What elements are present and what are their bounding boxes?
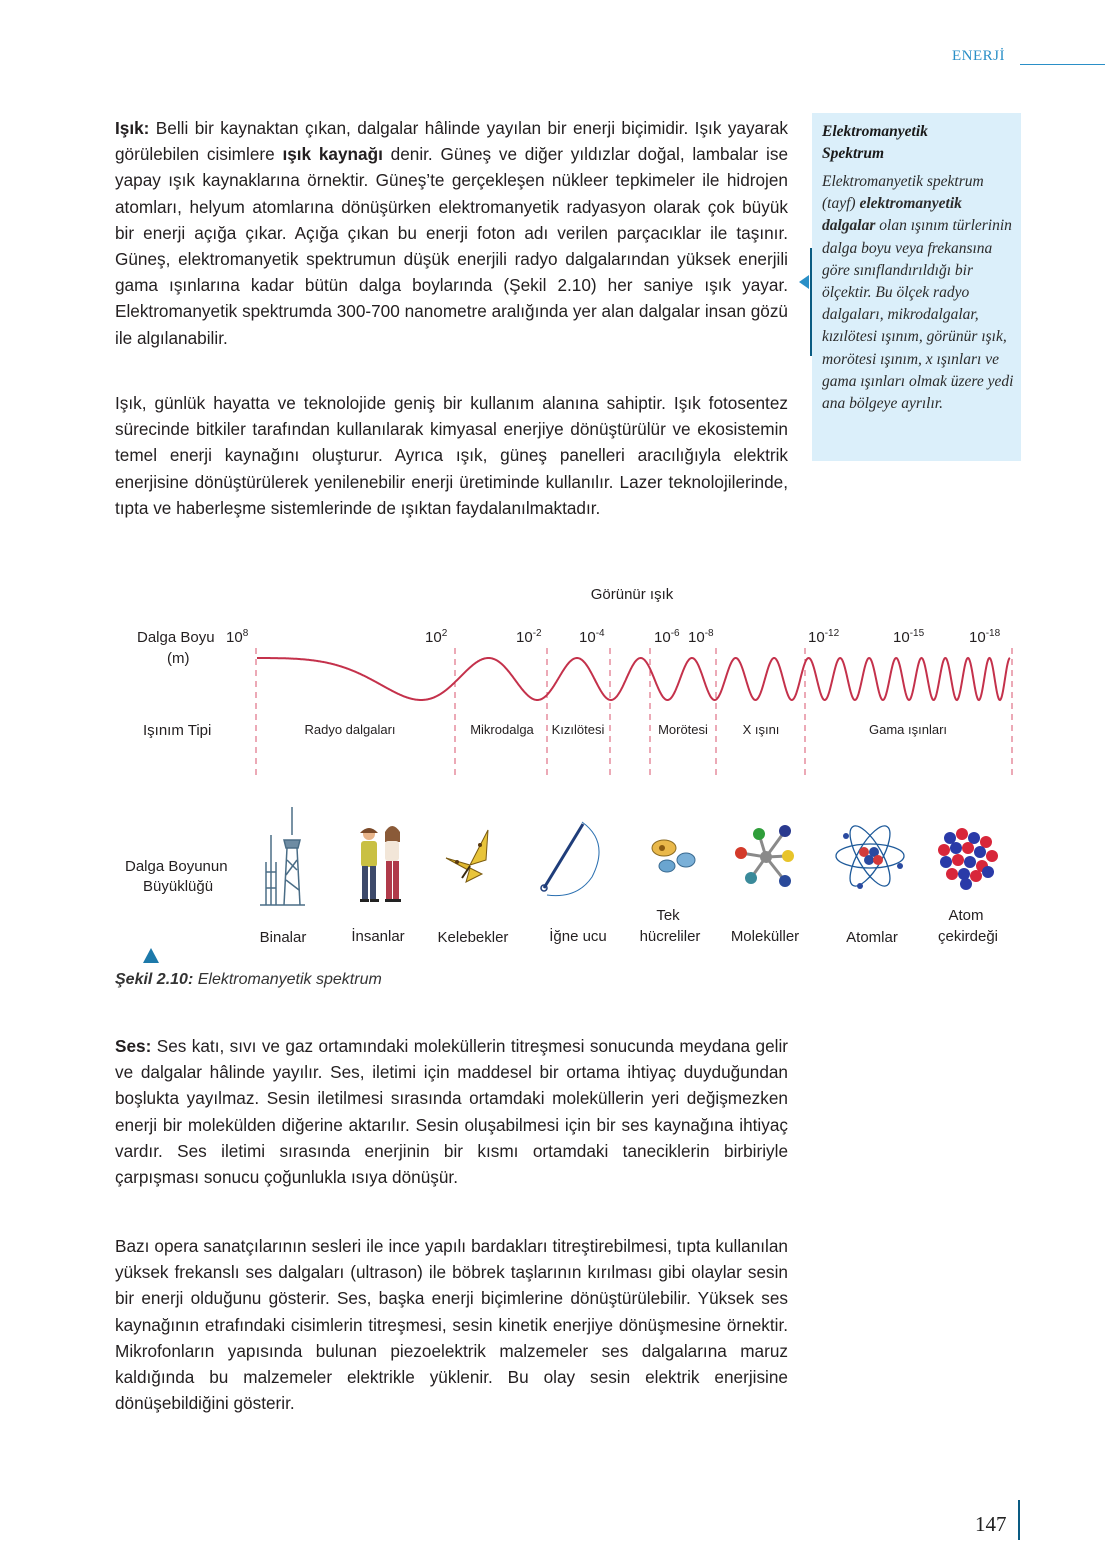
- scale-label: [654, 628, 680, 646]
- building-icon: [260, 807, 305, 905]
- scale-base: 10: [425, 629, 442, 646]
- example-label-nucleus-2: çekirdeği: [937, 928, 999, 945]
- example-label-buildings: Binalar: [259, 929, 307, 946]
- example-label-atoms: Atomlar: [846, 929, 898, 946]
- example-label-cells-1: Tek: [656, 907, 680, 924]
- figure-caption-text: Elektromanyetik spektrum: [193, 971, 382, 988]
- scale-exp: -15: [909, 628, 925, 639]
- people-icon: [360, 826, 401, 902]
- example-label-nucleus-1: Atom: [948, 907, 984, 924]
- scale-base: 10: [893, 629, 910, 646]
- scale-exp: -12: [824, 628, 840, 639]
- region-label-ultraviolet: Morötesi: [658, 722, 708, 737]
- spectrum-wave: [257, 658, 1010, 700]
- sidebar-title-line2: Spektrum: [822, 145, 885, 162]
- radiation-type-label: Işınım Tipi: [143, 722, 212, 739]
- figure-caption-label: Şekil 2.10:: [115, 971, 194, 988]
- size-label-2: Büyüklüğü: [143, 878, 214, 895]
- light-term: Işık:: [115, 118, 150, 138]
- page-number: 147: [975, 1512, 1007, 1536]
- svg-text:108: [226, 628, 249, 646]
- wavelength-label: Dalga Boyu: [137, 629, 215, 646]
- scale-exp: -18: [985, 628, 1001, 639]
- butterfly-icon: [446, 830, 488, 882]
- example-label-needle: İğne ucu: [549, 928, 607, 945]
- scale-exp: -6: [670, 628, 680, 639]
- size-label-1: Dalga Boyunun: [125, 858, 228, 875]
- figure-caption: [115, 971, 382, 989]
- sidebar-title-line1: Elektromanyetik: [822, 123, 928, 140]
- example-label-molecules: Moleküller: [730, 928, 800, 945]
- svg-text:10-15: [893, 628, 925, 646]
- scale-label: [425, 628, 448, 646]
- scale-exp: 8: [242, 628, 249, 639]
- svg-text:10-2: [516, 628, 542, 646]
- light-text-2: denir. Güneş ve diğer yıldızlar doğal, lambalar ise yapay ışık kaynaklarına örnektir. Güneş’te gerçekleşen nükleer tepkimeler ile hidrojen atomları, helyum atomlarına dönüşürken elektromanyetik radyasyon olarak çok büyük bir enerji açığa çıkar. Açığa çıkan bu enerji foton adı verilen parçacıklar ile taşınır. Güneş, elektromanyetik spektrumun düşük enerjili radyo dalgalarından yüksek enerjili gama ışınlarına kadar bütün dalga boylarında (Şekil 2.10) her saniye ışık yayar. Elektromanyetik spektrumda 300-700 nanometre aralığında yer alan dalgalar insan gözü ile algılanabilir.: [115, 144, 789, 348]
- region-label-radio: Radyo dalgaları: [304, 722, 396, 737]
- scale-exp: -8: [704, 628, 714, 639]
- svg-text:10-8: [688, 628, 714, 646]
- sound-term: Ses:: [115, 1036, 152, 1056]
- sound-paragraph: [115, 1033, 788, 1190]
- light-text-1: Belli bir kaynaktan çıkan, dalgalar hâlinde yayılan bir enerji biçimidir. Işık yayarak görülebilen cisimlere: [115, 118, 788, 165]
- light-usage-paragraph: Işık, günlük hayatta ve teknolojide geniş bir kullanım alanına sahiptir. Işık fotosentez sürecinde bitkiler tarafından kullanılarak kimyasal enerjiye dönüştürülür ve ekosistemin temel enerji kaynağını oluşturur. Ayrıca ışık, güneş panelleri aracılığıyla elektrik enerjisine dönüştürülerek yenilenebilir enerji üretiminde kullanılır. Lazer teknolojilerinde, tıpta ve haberleşme sistemlerinde de ışıktan faydalanılmaktadır.: [115, 393, 788, 518]
- cells-icon: [652, 840, 695, 872]
- scale-base: 10: [226, 629, 243, 646]
- scale-label: [516, 628, 542, 646]
- scale-label: [579, 628, 605, 646]
- sound-text: Ses katı, sıvı ve gaz ortamındaki moleküllerin titreşmesi sonucunda meydana gelir ve dalgalar hâlinde yayılır. Ses, iletimi için maddesel bir ortama ihtiyaç duyduğundan boşlukta yayılmaz. Sesin iletilmesi sırasında ortamdaki moleküllerin yeri değişmezken enerji bir molekülden diğerine aktarılır. Sesin oluşabilmesi için bir ses kaynağına ihtiyaç vardır. Ses iletimi sırasında enerjinin bir kısmı ortamdaki taneciklerin birbiriyle çarpışması sonucu çoğunlukla ısıya dönüşür.: [115, 1036, 788, 1188]
- svg-text:102: [425, 628, 448, 646]
- scale-base: 10: [654, 629, 671, 646]
- svg-text:10-4: [579, 628, 605, 646]
- nucleus-icon: [938, 828, 998, 890]
- light-source-term: ışık kaynağı: [282, 144, 383, 165]
- needle-icon: [541, 822, 599, 896]
- sidebar-text-1: Elektromanyetik spektrum (tayf): [822, 173, 984, 213]
- example-label-cells-2: hücreliler: [639, 928, 701, 945]
- scale-label: [688, 628, 714, 646]
- figure-arrow-icon: [143, 948, 159, 963]
- scale-label: [808, 628, 840, 646]
- scale-exp: -4: [595, 628, 605, 639]
- wavelength-unit: (m): [167, 650, 190, 667]
- sidebar-text-2: olan ışınım türlerinin dalga boyu veya frekansına göre sınıflandırıldığı bir ölçektir. Bu ölçek radyo dalgaları, mikrodalgalar, kızılötesi ışınım, görünür ışık, morötesi ışınım, x ışınları ve gama ışınları olmak üzere yedi ana bölgeye ayrılır.: [822, 217, 1014, 413]
- sound-energy-paragraph: Bazı opera sanatçılarının sesleri ile ince yapılı bardakları titreştirebilmesi, tıpta kullanılan yüksek frekanslı ses dalgaları (ultrason) ile böbrek taşlarının kırılması gibi olaylar sesin bir enerji olduğunu gösterir. Ses, başka enerji biçimlerine dönüştürülebilir. Yüksek ses kaynağının etrafındaki cisimlerin titreşmesi, sesin kinetik enerjiye dönüşmesine örnektir. Mikrofonların yapısında bulunan piezoelektrik malzemeler ses dalgalarına maruz kaldığında bu malzemeler elektrikle yüklenir. Bu olay sesin elektrik enerjisine dönüşebildiğini gösterir.: [115, 1236, 788, 1414]
- molecule-icon: [735, 825, 794, 887]
- region-label-microwave: Mikrodalga: [470, 722, 534, 737]
- scale-exp: -2: [532, 628, 542, 639]
- region-label-gamma: Gama ışınları: [868, 722, 948, 737]
- region-dividers: [256, 648, 1012, 780]
- region-label-xray: X ışını: [742, 722, 780, 737]
- svg-text:10-18: [969, 628, 1001, 646]
- scale-base: 10: [516, 629, 533, 646]
- svg-text:10-6: [654, 628, 680, 646]
- scale-base: 10: [579, 629, 596, 646]
- example-label-butterflies: Kelebekler: [437, 929, 509, 946]
- scale-label: [893, 628, 925, 646]
- region-label-infrared: Kızılötesi: [551, 722, 605, 737]
- atom-icon: [836, 821, 904, 892]
- scale-exp: 2: [441, 628, 448, 639]
- scale-label: [969, 628, 1001, 646]
- visible-light-label: Görünür ışık: [590, 586, 674, 603]
- example-label-humans: İnsanlar: [351, 928, 405, 945]
- scale-label: [226, 628, 249, 646]
- svg-text:10-12: [808, 628, 840, 646]
- scale-base: 10: [688, 629, 705, 646]
- sidebar-bold: elektromanyetik dalgalar: [822, 195, 962, 235]
- section-header: ENERJİ: [952, 48, 1005, 64]
- scale-base: 10: [969, 629, 986, 646]
- scale-base: 10: [808, 629, 825, 646]
- page-number-rule: [1018, 1500, 1020, 1540]
